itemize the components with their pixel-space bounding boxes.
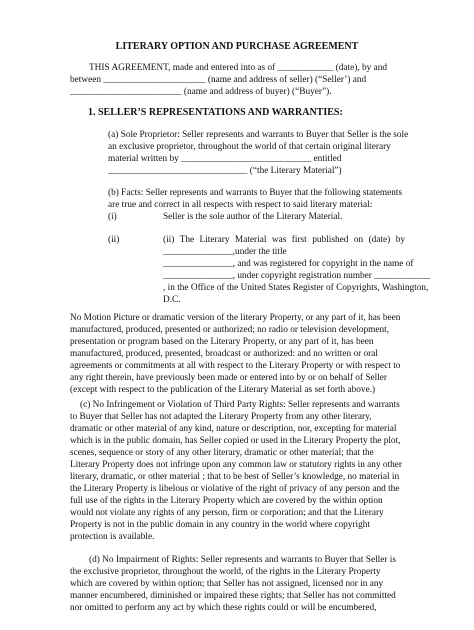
para-a-line: ______________________________ (“the Literary Material”) bbox=[108, 166, 342, 176]
item-ii-line: (ii) The Literary Material was first published on (date) by bbox=[163, 235, 405, 245]
item-i-text: Seller is the sole author of the Literary Material. bbox=[163, 212, 343, 222]
item-ii-number: (ii) bbox=[108, 235, 120, 245]
document-title: LITERARY OPTION AND PURCHASE AGREEMENT bbox=[115, 41, 359, 52]
section-heading: 1. SELLER’S REPRESENTATIONS AND WARRANTIES: bbox=[88, 107, 343, 118]
para-c-line: would not violate any rights of any person, firm or corporation; and that the Literary bbox=[70, 508, 384, 518]
para-c-line: dramatic or other material of any kind, nature or description, nor, excepting for material bbox=[70, 424, 397, 434]
intro-line: THIS AGREEMENT, made and entered into as of ____________ (date), by and bbox=[89, 63, 388, 73]
para-d-line: which are covered by within option; that Seller has not assigned, licensed nor in any bbox=[70, 579, 384, 589]
para-a-line: an exclusive proprietor, throughout the world of that certain original literary bbox=[108, 142, 391, 152]
item-ii-line: _______________, and was registered for copyright in the name of bbox=[163, 259, 414, 269]
item-ii-line: , in the Office of the United States Register of Copyrights, Washington, bbox=[163, 283, 429, 293]
para-c-line: to Buyer that Seller has not adapted the Literary Property from any other literary, bbox=[70, 412, 372, 422]
item-ii-line: _______________, under copyright registration number ____________ bbox=[163, 271, 430, 281]
para-d-line: (d) No Impairment of Rights: Seller represents and warrants to Buyer that Seller is bbox=[89, 555, 396, 565]
para-c-line: full use of the rights in the Literary Property which are covered by the within option bbox=[70, 496, 383, 506]
para-a-line: (a) Sole Proprietor: Seller represents and warrants to Buyer that Seller is the sole bbox=[108, 130, 409, 140]
para-d-line: manner encumbered, diminished or impaired these rights; that Seller has not committed bbox=[70, 591, 396, 601]
para-b-line: are true and correct in all respects with respect to said literary material: bbox=[108, 200, 373, 210]
item-ii-line: D.C. bbox=[163, 295, 181, 305]
motion-picture-line: manufactured, produced, presented or authorized; no radio or television development, bbox=[70, 325, 390, 335]
para-c-line: protection is available. bbox=[70, 532, 155, 542]
motion-picture-line: manufactured, produced, presented, broadcast or authorized: and no written or oral bbox=[70, 349, 378, 359]
motion-picture-line: any right therein, have previously been made or entered into by or on behalf of Seller bbox=[70, 373, 388, 383]
para-c-line: literary, dramatic, or other material ; that to be best of Seller’s knowledge, no material in bbox=[70, 472, 400, 482]
para-c-line: Property is not in the public domain in any country in the world where copyright bbox=[70, 520, 371, 530]
intro-line: ________________________ (name and address of buyer) (“Buyer”). bbox=[70, 87, 332, 97]
para-c-line: scenes, sequence or story of any other literary, dramatic or other material; that the bbox=[70, 448, 374, 458]
para-d-line: nor omitted to perform any act by which these rights could or will be encumbered, bbox=[70, 603, 377, 613]
para-a-line: material written by ____________________________ entitled bbox=[108, 154, 342, 164]
para-c-line: which is in the public domain, has Seller copied or used in the Literary Property the plot, bbox=[70, 436, 401, 446]
para-d-line: the exclusive proprietor, throughout the world, of the rights in the Literary Property bbox=[70, 567, 381, 577]
item-ii-line: _______________,under the title bbox=[163, 247, 287, 257]
para-c-line: the Literary Property is libelous or violative of the right of privacy of any person and the bbox=[70, 484, 400, 494]
motion-picture-line: presentation or program based on the Literary Property, or any part of it, has been bbox=[70, 337, 374, 347]
motion-picture-line: (except with respect to the publication of the Literary Material as set forth above.) bbox=[70, 385, 376, 395]
intro-line: between ______________________ (name and address of seller) (“Seller’) and bbox=[70, 75, 367, 85]
para-c-line: Literary Property does not infringe upon any common law or statutory rights in any other bbox=[70, 460, 403, 470]
para-c-line: (c) No Infringement or Violation of Third Party Rights: Seller represents and warrants bbox=[80, 400, 400, 410]
item-i-number: (i) bbox=[108, 212, 117, 222]
motion-picture-line: agreements or commitments at all with respect to the Literary Property or with respect to bbox=[70, 361, 401, 371]
para-b-line: (b) Facts: Seller represents and warrants to Buyer that the following statements bbox=[108, 188, 403, 198]
motion-picture-line: No Motion Picture or dramatic version of the literary Property, or any part of it, has been bbox=[70, 313, 401, 323]
